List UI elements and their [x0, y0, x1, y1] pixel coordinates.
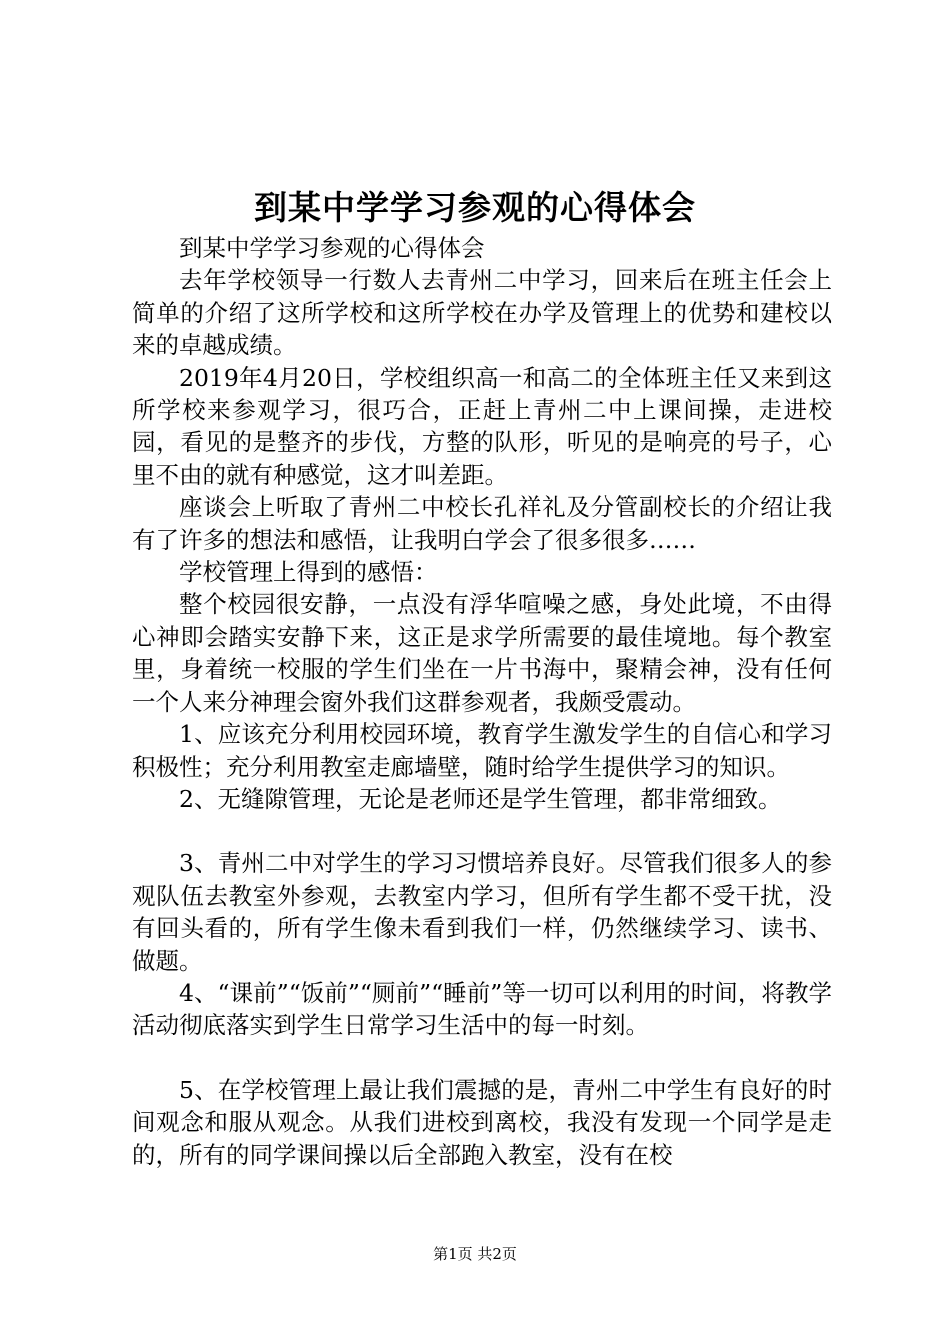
document-title: 到某中学学习参观的心得体会 [254, 188, 696, 227]
document-body [132, 232, 832, 1171]
paragraph-subtitle: 到某中学学习参观的心得体会 [179, 234, 485, 262]
paragraph: 座谈会上听取了青州二中校长孔祥礼及分管副校长的介绍让我有了许多的想法和感悟，让我明白学会了很多很多…… [132, 493, 832, 554]
paragraph: 2019年4月20日，学校组织高一和高二的全体班主任又来到这所学校来参观学习，很巧合，正赶上青州二中上课间操，走进校园，看见的是整齐的步伐，方整的队形，听见的是响亮的号子，心里不由的就有种感觉，这才叫差距。 [132, 363, 832, 489]
list-item: 2、无缝隙管理，无论是老师还是学生管理，都非常细致。 [179, 784, 782, 813]
paragraph: 去年学校领导一行数人去青州二中学习，回来后在班主任会上简单的介绍了这所学校和这所学校在办学及管理上的优势和建校以来的卓越成绩。 [132, 266, 832, 360]
list-item: 1、应该充分利用校园环境，教育学生激发学生的自信心和学习积极性；充分利用教室走廊墙壁，随时给学生提供学习的知识。 [132, 720, 832, 781]
list-item: 5、在学校管理上最让我们震撼的是，青州二中学生有良好的时间观念和服从观念。从我们进校到离校，我没有发现一个同学是走的，所有的同学课间操以后全部跑入教室，没有在校 [132, 1075, 832, 1169]
paragraph: 整个校园很安静，一点没有浮华喧噪之感，身处此境，不由得心神即会踏实安静下来，这正是求学所需要的最佳境地。每个教室里，身着统一校服的学生们坐在一片书海中，聚精会神，没有任何一个人来分神理会窗外我们这群参观者，我颇受震动。 [132, 590, 832, 716]
list-item: 3、青州二中对学生的学习习惯培养良好。尽管我们很多人的参观队伍去教室外参观，去教室内学习，但所有学生都不受干扰，没有回头看的，所有学生像未看到我们一样，仍然继续学习、读书、做题。 [132, 849, 832, 975]
list-item: 4、“课前”“饭前”“厕前”“睡前”等一切可以利用的时间，将教学活动彻底落实到学生日常学习生活中的每一时刻。 [132, 978, 832, 1040]
page-number-footer: 第1页 共2页 [433, 1245, 517, 1263]
section-heading: 学校管理上得到的感悟： [179, 558, 438, 587]
